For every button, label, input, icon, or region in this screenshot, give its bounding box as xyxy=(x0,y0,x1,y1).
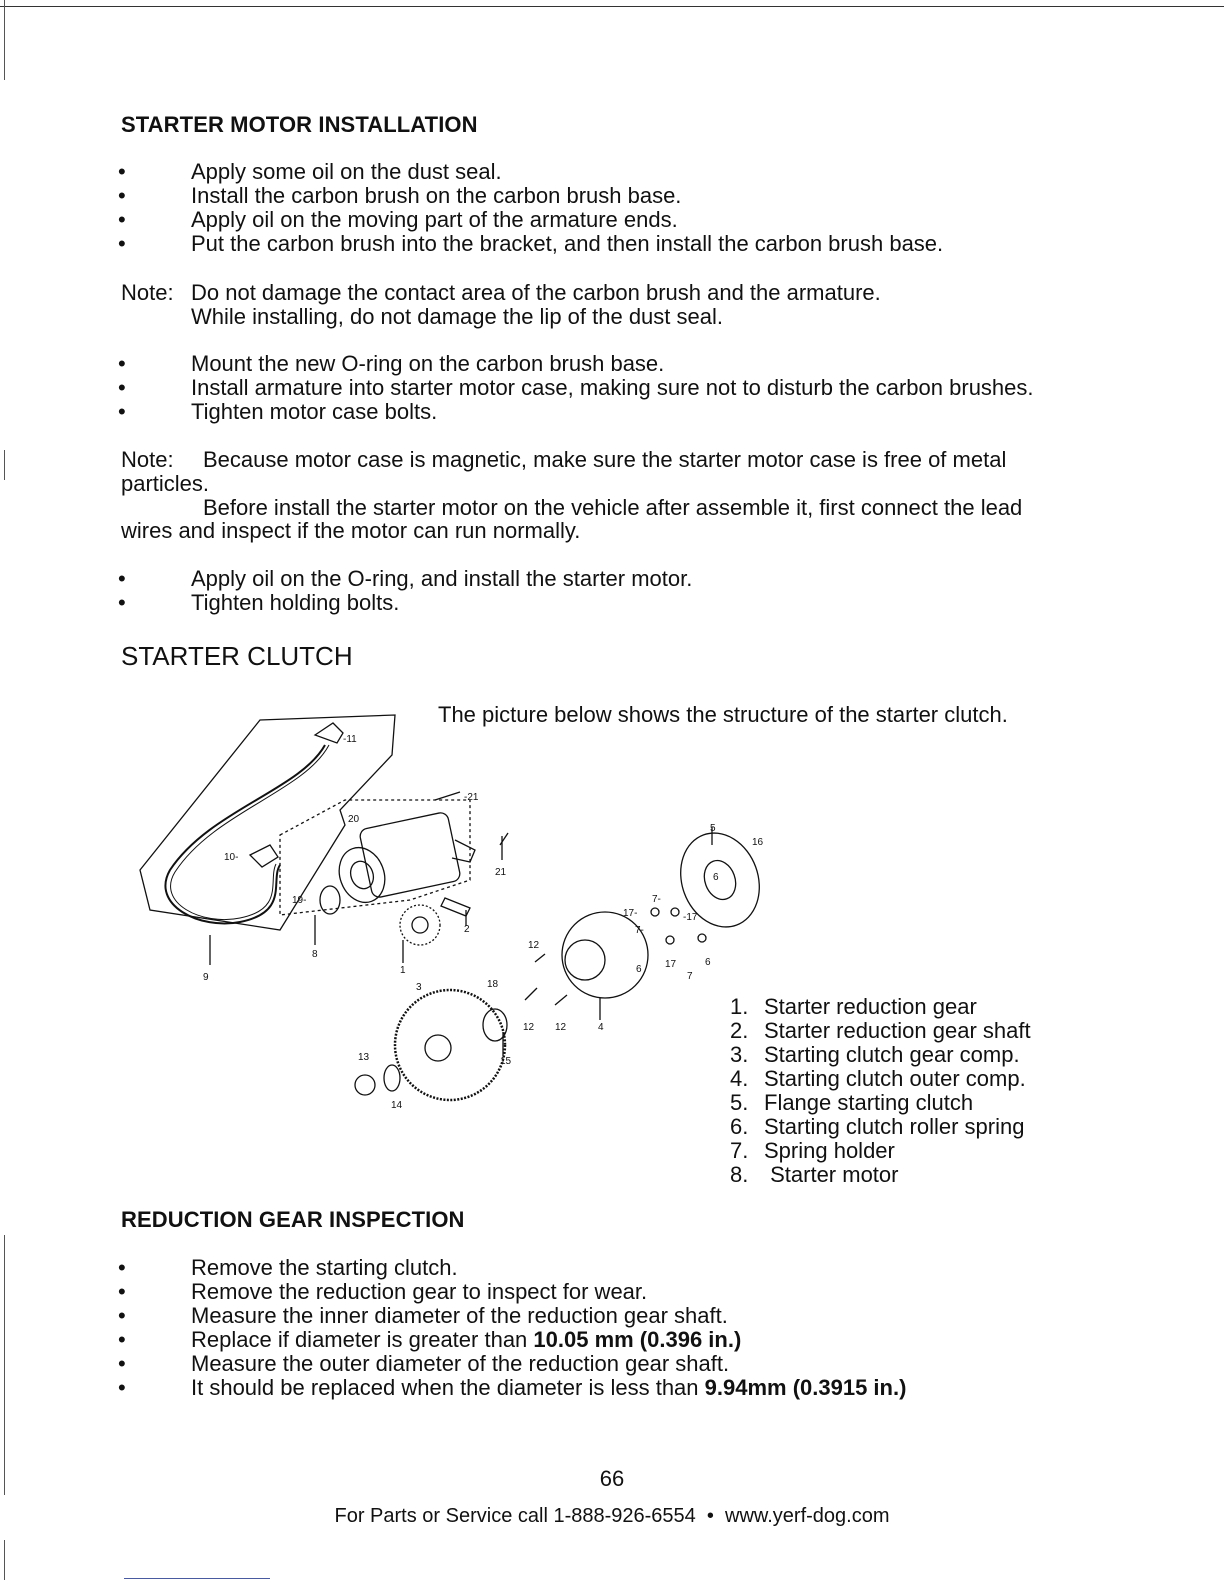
bolt-21 xyxy=(500,833,508,845)
nut-13 xyxy=(355,1075,375,1095)
reduction-bullets xyxy=(118,1256,906,1400)
list-item: • Install the carbon brush on the carbon brush base. xyxy=(118,183,682,208)
section-heading-installation: STARTER MOTOR INSTALLATION xyxy=(121,112,478,137)
diagram-label-9: 9 xyxy=(203,972,209,983)
diagram-label-6c: 6 xyxy=(705,957,711,968)
list-item: • Apply some oil on the dust seal. xyxy=(118,159,502,184)
legend-item: 2. Starter reduction gear shaft xyxy=(730,1018,1031,1043)
note-text: wires and inspect if the motor can run normally. xyxy=(121,518,581,543)
note-text: particles. xyxy=(121,471,210,496)
install-bullets-c xyxy=(118,567,692,615)
bolt-12 xyxy=(535,954,545,962)
spring-holder-7 xyxy=(666,936,674,944)
diagram-label-7: 7 xyxy=(687,971,693,982)
diagram-label-6: 6 xyxy=(713,872,719,883)
diagram-caption: The picture below shows the structure of the starter clutch. xyxy=(438,702,1008,727)
legend-item: 3. Starting clutch gear comp. xyxy=(730,1042,1020,1067)
left-scan-edge xyxy=(4,450,5,480)
washer-14 xyxy=(384,1065,400,1091)
note-text: While installing, do not damage the lip of the dust seal. xyxy=(191,304,723,329)
cable-terminal-10 xyxy=(250,845,278,867)
diagram-label-3: 3 xyxy=(416,982,422,993)
diagram-label-5: 5 xyxy=(710,823,716,834)
cable-terminal-11 xyxy=(315,723,343,743)
diagram-label-12b: 12 xyxy=(523,1022,535,1033)
note-label: Note: xyxy=(121,280,174,305)
install-bullets-a xyxy=(118,160,943,256)
diagram-label-1: 1 xyxy=(400,965,406,976)
reduction-gear-1 xyxy=(400,905,440,945)
list-item: • Install armature into starter motor case, making sure not to disturb the carbon brushes. xyxy=(118,375,1034,400)
diagram-label-14: 14 xyxy=(391,1100,403,1111)
starter-cable xyxy=(171,745,329,920)
list-item: • Replace if diameter is greater than 10.05 mm (0.396 in.) xyxy=(118,1327,742,1352)
diagram-label-20: 20 xyxy=(348,814,360,825)
list-item: • Measure the inner diameter of the reduction gear shaft. xyxy=(118,1303,728,1328)
spring-holder-7 xyxy=(698,934,706,942)
diagram-label-2: 2 xyxy=(464,924,470,935)
diagram-label-15: 15 xyxy=(500,1056,512,1067)
diagram-label-17c: 17 xyxy=(665,959,677,970)
starting-clutch-gear-3-hub xyxy=(425,1035,451,1061)
bolt-21 xyxy=(435,792,460,800)
spec-value: 9.94mm (0.3915 in.) xyxy=(704,1375,907,1400)
diagram-label-11: -11 xyxy=(343,734,357,745)
note-text: Before install the starter motor on the vehicle after assemble it, first connect the lead xyxy=(203,495,1023,520)
diagram-label-7c: 7- xyxy=(635,925,644,936)
diagram-label-12c: 12 xyxy=(555,1022,567,1033)
legend-item: 5. Flange starting clutch xyxy=(730,1090,974,1115)
diagram-label-18: 18 xyxy=(487,979,499,990)
note-label: Note: xyxy=(121,447,174,472)
starter-motor-end xyxy=(332,841,392,909)
page-number: 66 xyxy=(599,1466,625,1491)
diagram-label-7b: 7- xyxy=(652,894,661,905)
page-footer: For Parts or Service call 1-888-926-6554 • www.yerf-dog.com xyxy=(334,1505,890,1527)
bolt-12 xyxy=(525,988,537,1000)
list-item: • Apply oil on the O-ring, and install the starter motor. xyxy=(118,566,693,591)
diagram-label-16: 16 xyxy=(752,837,764,848)
bottom-scan-line xyxy=(124,1578,270,1579)
list-item: • It should be replaced when the diameter is less than 9.94mm (0.3915 in.) xyxy=(118,1375,907,1400)
diagram-label-10: 10- xyxy=(224,852,239,863)
diagram-label-4: 4 xyxy=(598,1022,604,1033)
note-text: Because motor case is magnetic, make sure the starter motor case is free of metal xyxy=(203,447,1007,472)
left-scan-edge xyxy=(4,1540,5,1580)
diagram-label-13: 13 xyxy=(358,1052,370,1063)
note-text: Do not damage the contact area of the carbon brush and the armature. xyxy=(191,280,881,305)
section-heading-starter-clutch: STARTER CLUTCH xyxy=(121,641,353,671)
list-item: • Tighten motor case bolts. xyxy=(118,399,438,424)
legend-item: 4. Starting clutch outer comp. xyxy=(730,1066,1026,1091)
list-item: • Measure the outer diameter of the reduction gear shaft. xyxy=(118,1351,730,1376)
starter-clutch-exploded-diagram xyxy=(130,700,770,1120)
bolt-12 xyxy=(555,995,567,1005)
install-bullets-b xyxy=(118,352,1034,424)
legend-item: 6. Starting clutch roller spring xyxy=(730,1114,1025,1139)
left-scan-edge xyxy=(4,1235,5,1495)
starting-clutch-outer-4-hub xyxy=(565,940,605,980)
starter-motor-shaft-end xyxy=(347,858,377,892)
diagram-label-12: 12 xyxy=(528,940,540,951)
list-item: • Tighten holding bolts. xyxy=(118,590,400,615)
motor-group-outline xyxy=(280,800,470,915)
diagram-label-19: 19- xyxy=(292,895,307,906)
left-scan-edge xyxy=(4,0,5,80)
diagram-label-21b: 21 xyxy=(495,867,507,878)
legend-item: 7. Spring holder xyxy=(730,1138,895,1163)
top-border-line xyxy=(0,6,1224,7)
roller-spring-17 xyxy=(671,908,679,916)
list-item: • Apply oil on the moving part of the armature ends. xyxy=(118,207,678,232)
diagram-label-17: 17- xyxy=(623,908,638,919)
legend-item: 8. Starter motor xyxy=(730,1162,899,1187)
list-item: • Remove the reduction gear to inspect for wear. xyxy=(118,1279,648,1304)
roller-spring-17 xyxy=(651,908,659,916)
section-heading-reduction: REDUCTION GEAR INSPECTION xyxy=(121,1207,465,1232)
list-item: • Remove the starting clutch. xyxy=(118,1255,458,1280)
diagram-legend xyxy=(730,995,1031,1187)
spec-value: 10.05 mm (0.396 in.) xyxy=(533,1327,742,1352)
list-item: • Mount the new O-ring on the carbon brush base. xyxy=(118,351,665,376)
diagram-label-6b: 6 xyxy=(636,964,642,975)
list-item: • Put the carbon brush into the bracket, and then install the carbon brush base. xyxy=(118,231,944,256)
flange-starting-clutch-5-hub xyxy=(699,856,741,904)
diagram-label-21: -21 xyxy=(464,792,479,803)
legend-item: 1. Starter reduction gear xyxy=(730,994,977,1019)
diagram-label-17b: -17 xyxy=(683,912,698,923)
reduction-gear-1-hub xyxy=(412,917,428,933)
diagram-label-8: 8 xyxy=(312,949,318,960)
